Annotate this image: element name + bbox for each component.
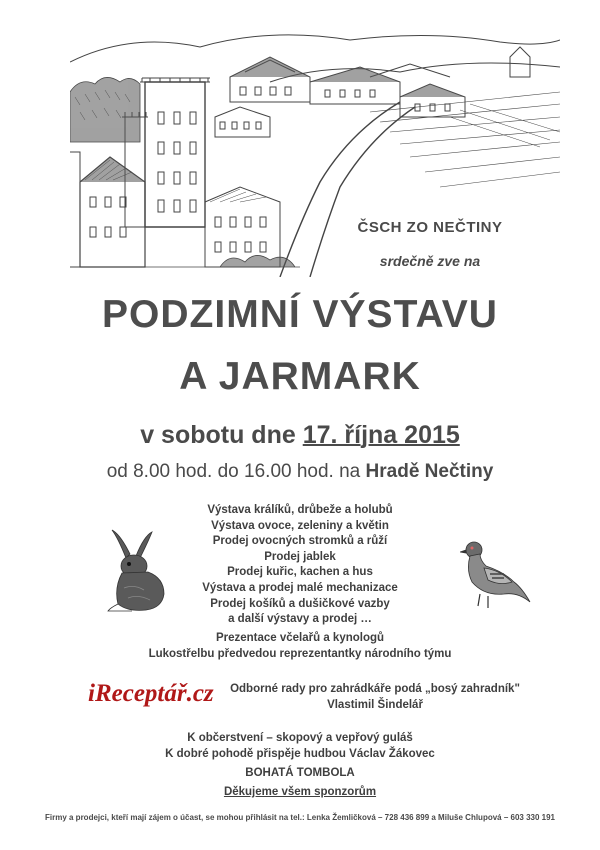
castle-illustration [70, 22, 560, 277]
event-date [0, 421, 600, 450]
program-item: Výstava a prodej malé mechanizace [202, 581, 398, 594]
thanks-text: Děkujeme všem sponzorům [223, 786, 377, 798]
refresh-line: K občerstvení – skopový a vepřový guláš [187, 732, 413, 744]
program-item: Prodej ovocných stromků a růží [212, 535, 388, 548]
date-prefix: v sobotu dne [140, 421, 296, 449]
program-item: Prodej košíků a dušičkové vazby [210, 597, 390, 610]
event-time [0, 461, 600, 483]
advice-text [215, 681, 535, 713]
refreshments-text [120, 730, 480, 762]
program-item: Prodej jablek [264, 550, 336, 563]
refresh-line: K dobré pohodě přispěje hudbou Václav Žákovec [165, 748, 435, 760]
title-line-2: A JARMARK [179, 355, 421, 398]
extra-item: Lukostřelbu předvedou reprezentantky národního týmu [148, 648, 452, 660]
program-item: Prodej kuřic, kachen a hus [227, 566, 373, 579]
organizer: ČSCH ZO NEČTINY [357, 219, 503, 236]
time-text: od 8.00 hod. do 16.00 hod. na [106, 461, 361, 482]
extra-item: Prezentace včelařů a kynologů [215, 632, 385, 644]
program-item: Výstava ovoce, zeleniny a květin [211, 519, 389, 532]
pigeon-icon [460, 536, 532, 612]
extra-program [120, 630, 480, 662]
footer-contact: Firmy a prodejci, kteří mají zájem o účast, se mohou přihlásit na tel.: Lenka Žemličková – 728 436 899 a Miluše Chlupová – 603 330 191 [45, 813, 555, 822]
invite-text: srdečně zve na [379, 253, 481, 269]
advice-line: Vlastimil Šindelář [327, 699, 423, 711]
program-item: a další výstavy a prodej … [228, 613, 372, 626]
event-place: Hradě Nečtiny [365, 461, 494, 482]
program-list [160, 503, 440, 628]
date-value: 17. října 2015 [302, 421, 460, 449]
advice-line: Odborné rady pro zahrádkáře podá „bosý zahradník" [230, 683, 520, 695]
tombola-text: BOHATÁ TOMBOLA [245, 767, 355, 779]
title-line-1: PODZIMNÍ VÝSTAVU [102, 293, 498, 336]
program-item: Výstava králíků, drůbeže a holubů [207, 504, 393, 516]
ireceptar-logo: iReceptář.cz [88, 680, 214, 707]
